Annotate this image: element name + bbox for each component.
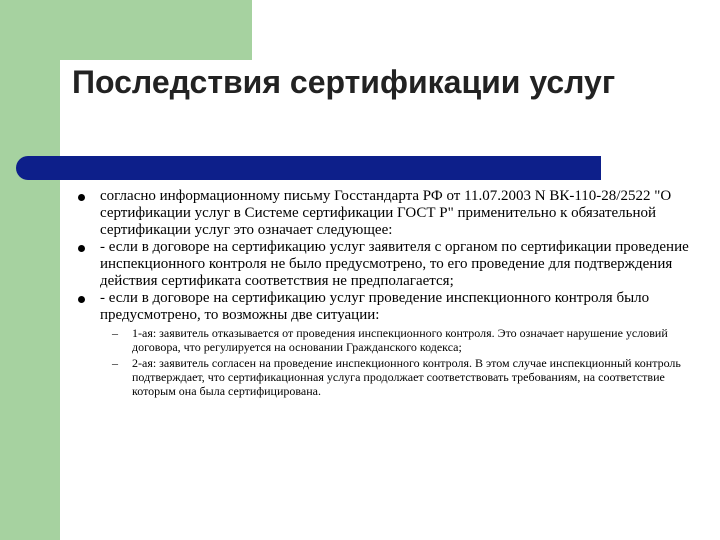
decorative-green-sidebar [0,0,60,540]
bullet-text: - если в договоре на сертификацию услуг заявителя с органом по сертификации проведение инспекционного контроля не было предусмотрено, то его проведение для подтверждения действия сертификата соответствия не предполагается; [100,239,689,289]
bullet-dot-icon [78,194,85,201]
bullet-dot-icon [78,245,85,252]
bullet-text: - если в договоре на сертификацию услуг проведение инспекционного контроля было предусмотрено, то возможны две ситуации: [100,290,650,323]
dash-marker: – [112,356,118,370]
slide-body [78,188,708,398]
dash-marker: – [112,326,118,340]
title-underline-bar [16,156,601,180]
sub-bullet-list [78,326,708,398]
bullet-dot-icon [78,296,85,303]
bullet-item [78,188,708,239]
decorative-green-header-block [60,0,252,60]
sub-bullet-item [78,356,708,398]
slide-title: Последствия сертификации услуг [72,64,616,100]
sub-bullet-text: 2-ая: заявитель согласен на проведение инспекционного контроля. В этом случае инспекционный контроль подтверждает, что сертификационная услуга продолжает соответствовать требованиям, на соответствие которым она была сертифицирована. [132,356,681,398]
bullet-item [78,290,708,324]
sub-bullet-text: 1-ая: заявитель отказывается от проведения инспекционного контроля. Это означает нарушение условий договора, что регулируется на основании Гражданского кодекса; [132,326,668,354]
bullet-item [78,239,708,290]
bullet-text: согласно информационному письму Госстандарта РФ от 11.07.2003 N ВК-110-28/2522 "О сертификации услуг в Системе сертификации ГОСТ Р" применительно к обязательной сертификации услуг это означает следующее: [100,188,672,238]
sub-bullet-item [78,326,708,354]
